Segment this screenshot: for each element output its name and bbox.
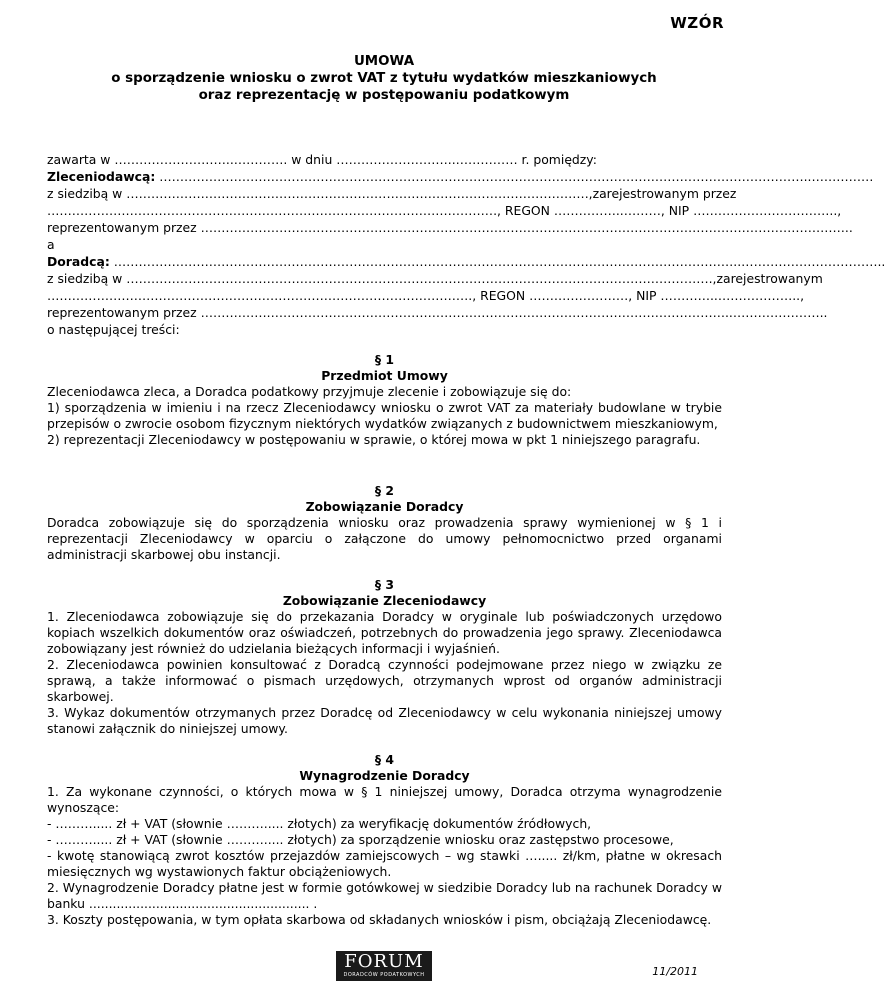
- section-2: [47, 483, 722, 563]
- section-paragraph: 2) reprezentacji Zleceniodawcy w postępowaniu w sprawie, o której mowa w pkt 1 niniejszego paragrafu.: [47, 432, 701, 447]
- client-registry-line: ………………………………………………………………………………………………., REGON ……………..………, NIP ……………………………..,: [47, 203, 842, 218]
- section-paragraph: 1) sporządzenia w imieniu i na rzecz Zleceniodawcy wniosku o zwrot VAT za materiały budowlane w trybie przepisów o zwrocie osobom fizycznym niektórych wydatków związanych z budownictwem mieszkaniowym,: [47, 400, 722, 431]
- section-number: § 4: [374, 752, 395, 767]
- advisor-seat-field: z siedzibą w …………………………………………………………………………………………………………………………….,: [47, 271, 717, 286]
- advisor-seat-line: [47, 270, 823, 287]
- client-registered-label: zarejestrowanym przez: [592, 186, 737, 201]
- section-paragraph: Zleceniodawca zleca, a Doradca podatkowy przyjmuje zlecenie i zobowiązuje się do:: [47, 384, 572, 399]
- title-line-1: UMOWA: [353, 54, 415, 69]
- section-paragraph: 1. Za wykonane czynności, o których mowa w § 1 niniejszej umowy, Doradca otrzyma wynagrodzenie wynoszące:: [47, 784, 722, 815]
- client-field: …………………………………………………………………………………………………………………………………………..……………: [159, 169, 874, 184]
- client-representative-line: reprezentowanym przez …………………………………………………………………………………………………………………………………………..: [47, 220, 853, 235]
- section-paragraph: Doradca zobowiązuje się do sporządzenia wniosku oraz prowadzenia sprawy wymienionej w § 1 i reprezentacji Zleceniodawcy w oparciu o załączone do umowy pełnomocnictwo przed organami administracji skarbowej obu instancji.: [47, 515, 722, 562]
- content-intro: o następującej treści:: [47, 322, 180, 337]
- section-paragraph: 2. Zleceniodawca powinien konsultować z Doradcą czynności podejmowane przez niego w związku ze sprawą, a także informować o pismach urzędowych, otrzymanych wprost od organów administracji skarbowej.: [47, 657, 722, 704]
- section-number: § 2: [374, 483, 395, 498]
- client-seat-line: [47, 185, 737, 202]
- advisor-field: ……………………………………………………………………………………………………………………………………..……………………………..: [113, 254, 885, 269]
- section-title: Przedmiot Umowy: [321, 368, 448, 383]
- title-line-2: o sporządzenie wniosku o zwrot VAT z tytułu wydatków mieszkaniowych: [111, 71, 657, 86]
- section-number: § 1: [374, 352, 395, 367]
- forum-logo: [336, 951, 432, 981]
- document-title: [0, 53, 768, 104]
- section-paragraph: 1. Zleceniodawca zobowiązuje się do przekazania Doradcy w oryginale lub poświadczonych urzędowo kopiach wszelkich dokumentów oraz oświadczeń, potrzebnych do prowadzenia jego sprawy. Zleceniodawca zobowiązany jest również do udzielania bieżących informacji i wyjaśnień.: [47, 609, 722, 656]
- title-line-3: oraz reprezentację w postępowaniu podatkowym: [198, 88, 570, 103]
- section-title: Zobowiązanie Zleceniodawcy: [282, 593, 487, 608]
- section-3: [47, 577, 722, 737]
- template-label: WZÓR: [670, 14, 724, 32]
- client-seat-field: z siedzibą w ………………………………………………………………………………………………….,: [47, 186, 593, 201]
- advisor-registry-line: …………………………………………………………………………………………., REGON ……………………, NIP …………..………………..,: [47, 288, 805, 303]
- section-paragraph: - ………..... zł + VAT (słownie ………..... złotych) za weryfikację dokumentów źródłowych,: [47, 816, 592, 831]
- section-paragraph: - kwotę stanowiącą zwrot kosztów przejazdów zamiejscowych – wg stawki …..... zł/km, płatne w okresach miesięcznych wg wystawionych faktur obciążeniowych.: [47, 848, 722, 879]
- section-title: Wynagrodzenie Doradcy: [299, 768, 470, 783]
- advisor-registered-label: zarejestrowanym: [716, 271, 823, 286]
- section-paragraph: 3. Wykaz dokumentów otrzymanych przez Doradcę od Zleceniodawcy w celu wykonania niniejszej umowy stanowi załącznik do niniejszej umowy.: [47, 705, 722, 736]
- parties-block: [47, 151, 885, 338]
- client-line: [47, 168, 874, 185]
- section-title: Zobowiązanie Doradcy: [305, 499, 464, 514]
- logo-wordmark: FORUM: [344, 951, 424, 972]
- section-paragraph: 2. Wynagrodzenie Doradcy płatne jest w formie gotówkowej w siedzibie Doradcy lub na rachunek Doradcy w banku ........................................................ .: [47, 880, 722, 911]
- contract-place-date: zawarta w ………………………..…………. w dniu ………………………..…………… r. pomiędzy:: [47, 152, 597, 167]
- section-paragraph: - ………..... zł + VAT (słownie ………..... złotych) za sporządzenie wniosku oraz zastępstwo procesowe,: [47, 832, 674, 847]
- advisor-representative-line: reprezentowanym przez …………….…………………………………………………………………………………………………..…………………..: [47, 305, 828, 320]
- advisor-line: [47, 253, 885, 270]
- client-label: Zleceniodawcą:: [47, 169, 156, 184]
- section-paragraph: 3. Koszty postępowania, w tym opłata skarbowa od składanych wniosków i pism, obciążają Zleceniodawcę.: [47, 912, 712, 927]
- section-4: [47, 752, 722, 928]
- conjunction: a: [47, 237, 55, 252]
- section-number: § 3: [374, 577, 395, 592]
- footer-date: 11/2011: [652, 965, 698, 978]
- advisor-label: Doradcą:: [47, 254, 110, 269]
- section-1: [47, 352, 722, 448]
- logo-subtitle: DORADCÓW PODATKOWYCH: [343, 972, 425, 978]
